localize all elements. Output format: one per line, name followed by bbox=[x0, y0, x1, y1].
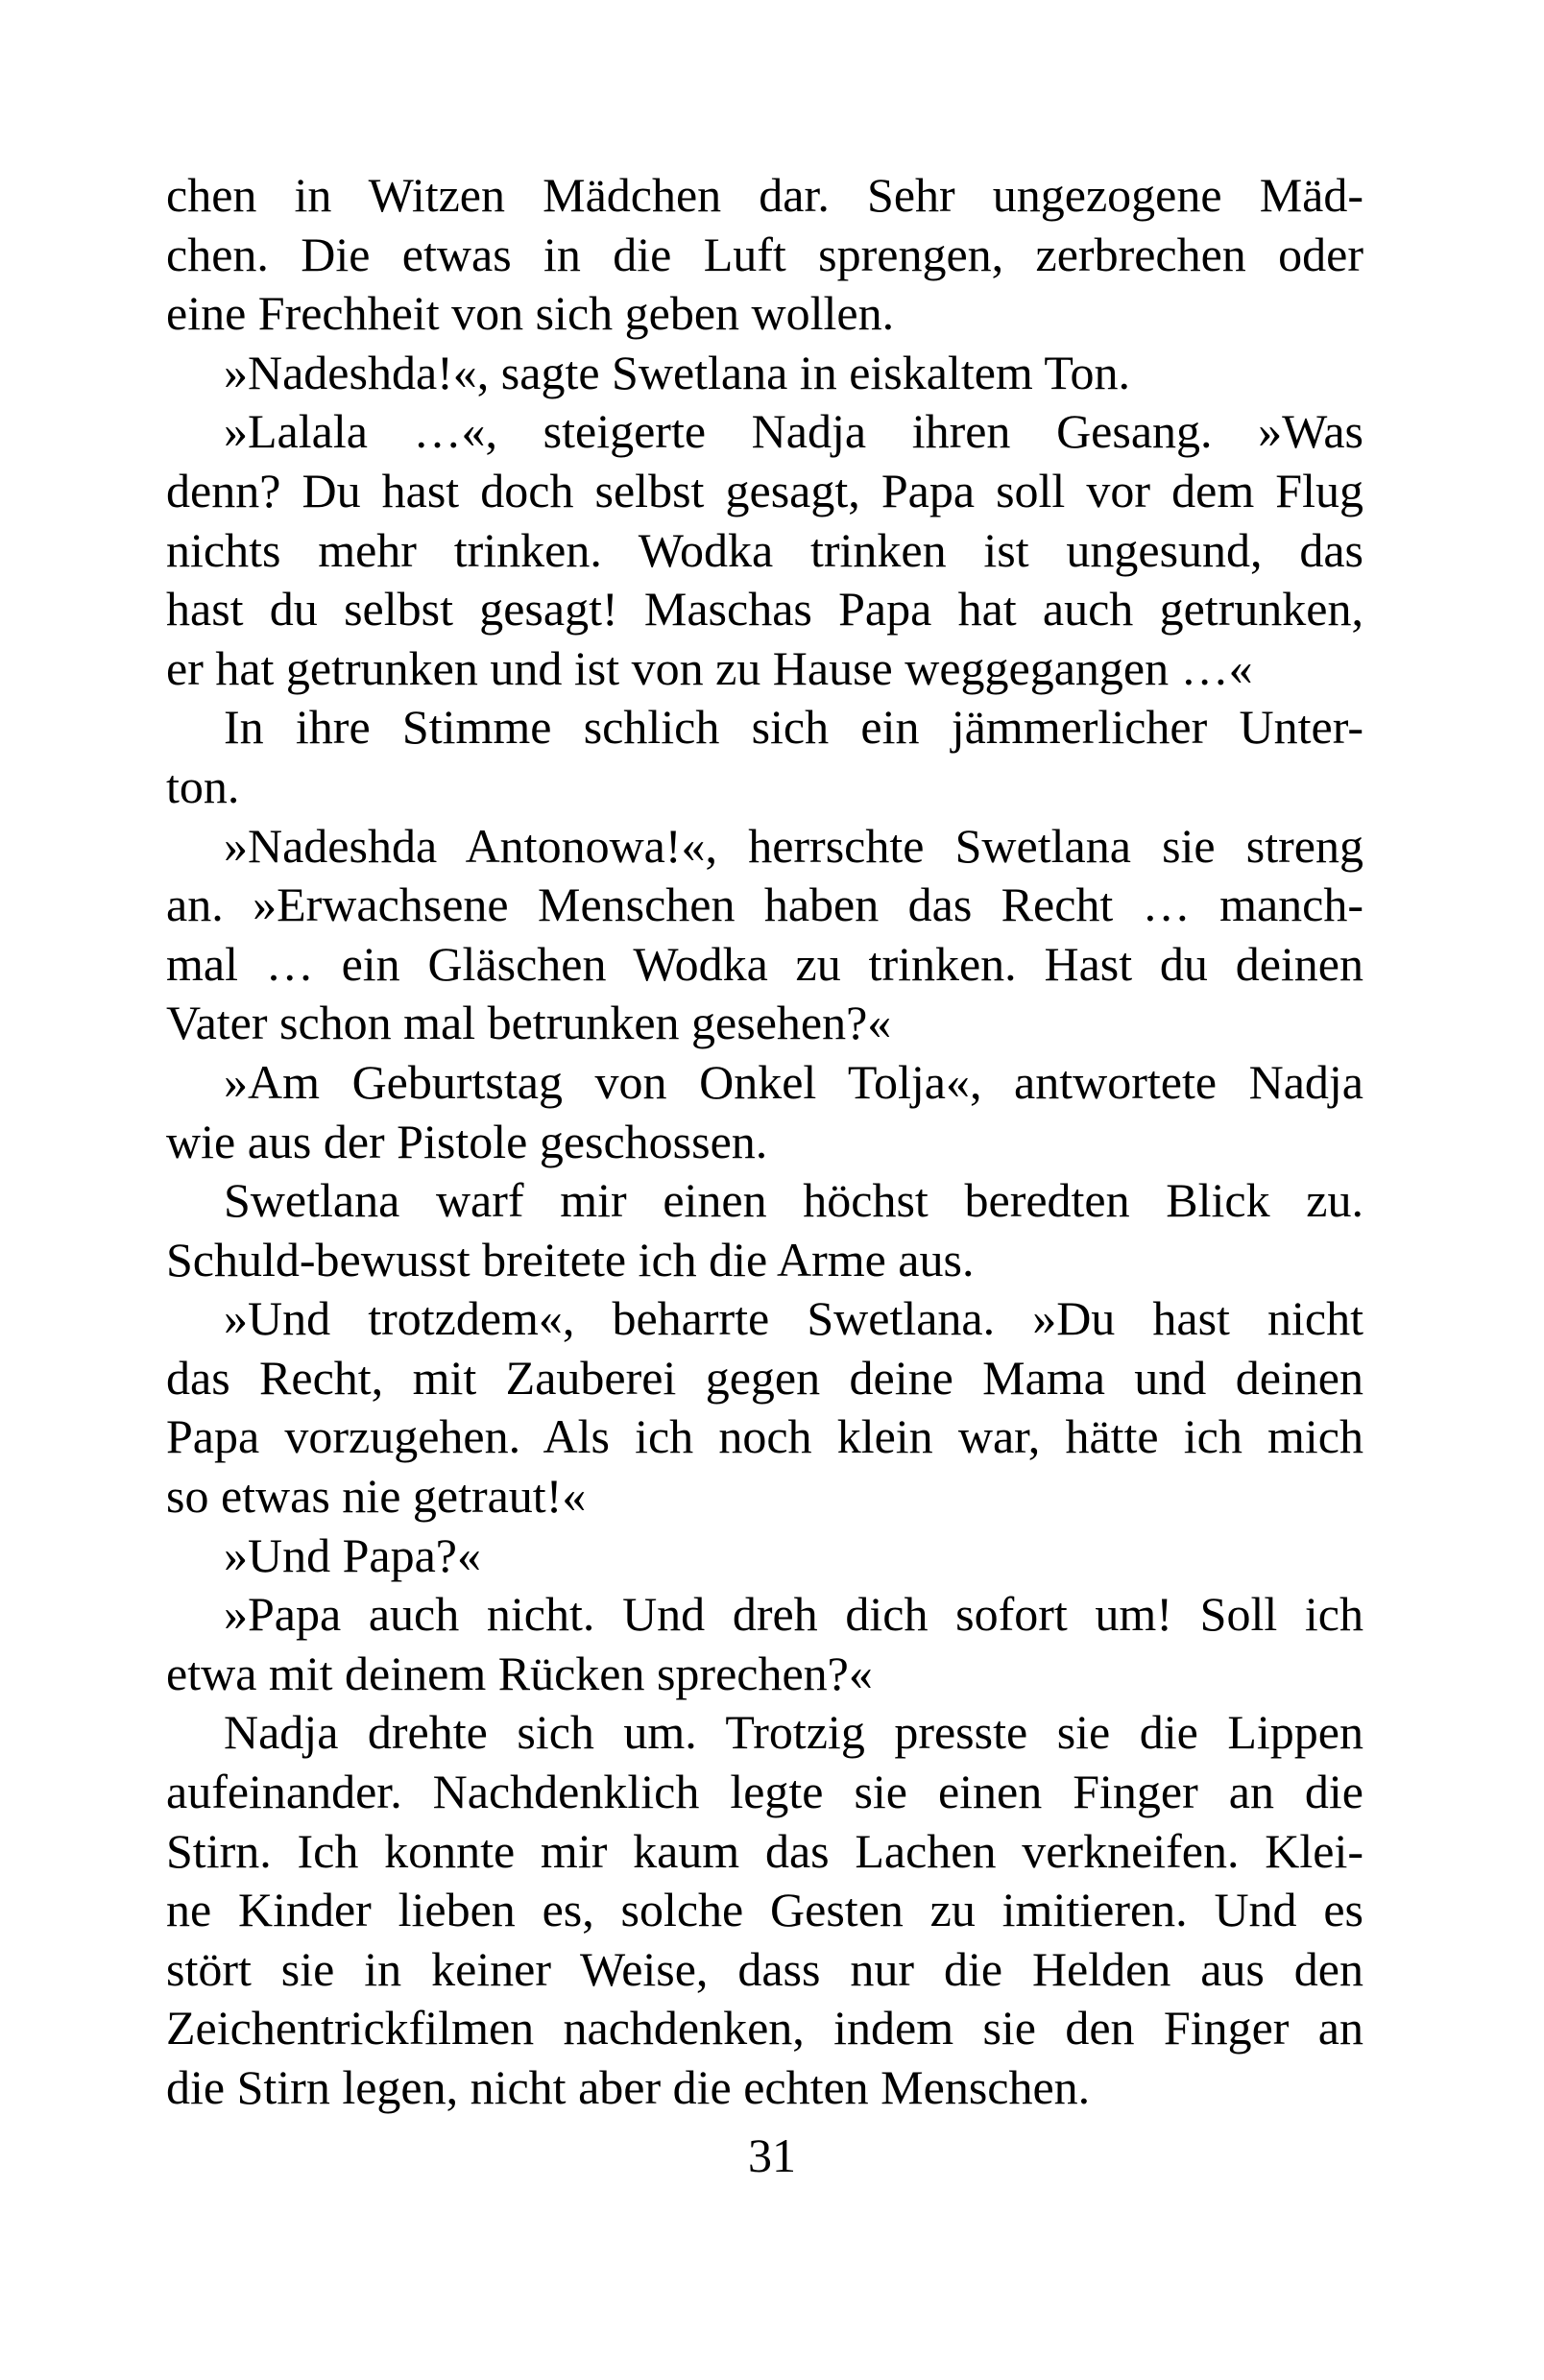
text-line: er hat getrunken und ist von zu Hause weggegangen …« bbox=[166, 640, 1253, 695]
text-line: In ihre Stimme schlich sich ein jämmerlicher Unter- bbox=[224, 700, 1363, 755]
text-line: chen. Die etwas in die Luft sprengen, zerbrechen oder bbox=[166, 227, 1363, 281]
text-line: ton. bbox=[166, 758, 240, 813]
text-line: »Nadeshda!«, sagte Swetlana in eiskaltem Ton. bbox=[224, 345, 1130, 399]
text-line: ne Kinder lieben es, solche Gesten zu imitieren. Und es bbox=[166, 1883, 1363, 1937]
text-line: so etwas nie getraut!« bbox=[166, 1469, 587, 1524]
text-line: »Lalala …«, steigerte Nadja ihren Gesang. »Was bbox=[224, 404, 1363, 459]
text-line: denn? Du hast doch selbst gesagt, Papa soll vor dem Flug bbox=[166, 463, 1363, 517]
text-line: mal … ein Gläschen Wodka zu trinken. Hast du deinen bbox=[166, 936, 1363, 991]
text-line: die Stirn legen, nicht aber die echten Menschen. bbox=[166, 2060, 1091, 2114]
text-line: »Am Geburtstag von Onkel Tolja«, antwortete Nadja bbox=[224, 1054, 1363, 1109]
text-line: »Nadeshda Antonowa!«, herrschte Swetlana sie streng bbox=[224, 818, 1363, 873]
text-line: stört sie in keiner Weise, dass nur die Helden aus den bbox=[166, 1941, 1363, 1996]
text-line: »Und Papa?« bbox=[224, 1527, 481, 1582]
text-line: an. »Erwachsene Menschen haben das Recht … manch- bbox=[166, 877, 1363, 932]
text-line: Stirn. Ich konnte mir kaum das Lachen verkneifen. Klei- bbox=[166, 1823, 1363, 1878]
text-line: wie aus der Pistole geschossen. bbox=[166, 1114, 768, 1168]
text-line: eine Frechheit von sich geben wollen. bbox=[166, 286, 895, 341]
page-number: 31 bbox=[748, 2128, 796, 2182]
text-line: chen in Witzen Mädchen dar. Sehr ungezogene Mäd- bbox=[166, 168, 1363, 222]
text-line: Zeichentrickfilmen nachdenken, indem sie den Finger an bbox=[166, 2001, 1363, 2055]
text-line: Vater schon mal betrunken gesehen?« bbox=[166, 996, 892, 1050]
text-line: Swetlana warf mir einen höchst beredten Blick zu. bbox=[224, 1173, 1363, 1228]
text-line: etwa mit deinem Rücken sprechen?« bbox=[166, 1646, 873, 1700]
text-line: Nadja drehte sich um. Trotzig presste sie die Lippen bbox=[224, 1705, 1363, 1760]
body-text bbox=[166, 166, 1363, 2118]
text-line: das Recht, mit Zauberei gegen deine Mama und deinen bbox=[166, 1350, 1363, 1405]
text-line: »Papa auch nicht. Und dreh dich sofort um! Soll ich bbox=[224, 1587, 1363, 1642]
text-line: »Und trotzdem«, beharrte Swetlana. »Du hast nicht bbox=[224, 1291, 1363, 1346]
text-line: Papa vorzugehen. Als ich noch klein war, hätte ich mich bbox=[166, 1409, 1363, 1464]
text-line: hast du selbst gesagt! Maschas Papa hat auch getrunken, bbox=[166, 582, 1363, 637]
text-line: nichts mehr trinken. Wodka trinken ist ungesund, das bbox=[166, 522, 1363, 577]
text-line: Schuld-bewusst breitete ich die Arme aus. bbox=[166, 1232, 975, 1286]
text-line: aufeinander. Nachdenklich legte sie einen Finger an die bbox=[166, 1765, 1363, 1819]
